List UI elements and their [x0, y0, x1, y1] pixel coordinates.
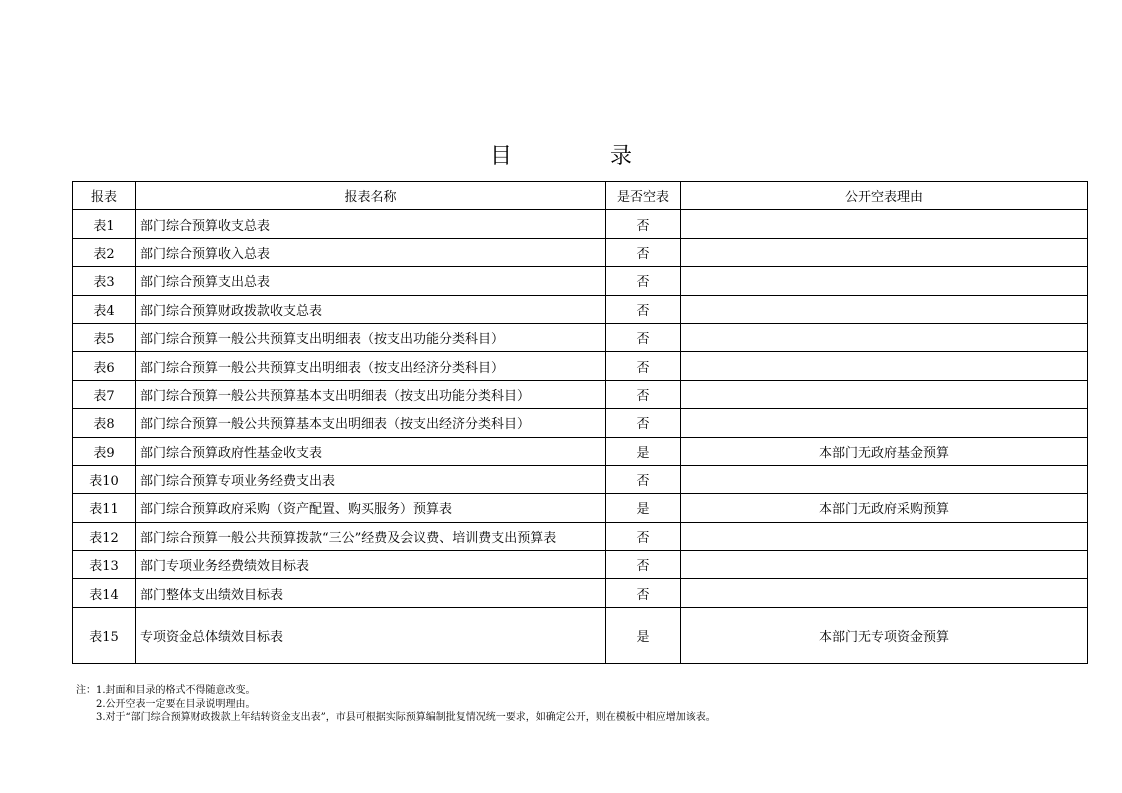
report-id: 表10: [73, 465, 136, 493]
empty-reason: [681, 323, 1088, 351]
report-name: 部门综合预算政府性基金收支表: [136, 437, 606, 465]
page-title: 目 录: [489, 144, 670, 169]
report-name: 部门综合预算专项业务经费支出表: [136, 465, 606, 493]
table-row: [73, 465, 1088, 493]
is-empty: 是: [606, 607, 681, 663]
is-empty: 否: [606, 267, 681, 295]
report-id: 表11: [73, 494, 136, 522]
empty-reason: [681, 380, 1088, 408]
report-id: 表9: [73, 437, 136, 465]
is-empty: 否: [606, 352, 681, 380]
footnote-3: 3.对于“部门综合预算财政拨款上年结转资金支出表”，市县可根据实际预算编制批复情况统一要求，如确定公开，则在模板中相应增加该表。: [96, 712, 716, 723]
empty-reason: [681, 210, 1088, 238]
table-row: [73, 409, 1088, 437]
report-name: 部门综合预算一般公共预算拨款“三公”经费及会议费、培训费支出预算表: [136, 522, 606, 550]
report-id: 表8: [73, 409, 136, 437]
header-report-name: 报表名称: [136, 182, 606, 210]
table-row: [73, 210, 1088, 238]
table-row: [73, 380, 1088, 408]
header-empty-reason: 公开空表理由: [681, 182, 1088, 210]
report-name: 部门综合预算一般公共预算支出明细表（按支出经济分类科目）: [136, 352, 606, 380]
table-row: [73, 494, 1088, 522]
report-name: 部门整体支出绩效目标表: [136, 579, 606, 607]
is-empty: 否: [606, 295, 681, 323]
report-id: 表6: [73, 352, 136, 380]
table-row: [73, 238, 1088, 266]
report-id: 表4: [73, 295, 136, 323]
header-is-empty: 是否空表: [606, 182, 681, 210]
table-row: [73, 295, 1088, 323]
table-row: [73, 267, 1088, 295]
table-row: [73, 607, 1088, 663]
empty-reason: 本部门无专项资金预算: [681, 607, 1088, 663]
report-name: 部门专项业务经费绩效目标表: [136, 551, 606, 579]
is-empty: 否: [606, 380, 681, 408]
is-empty: 是: [606, 494, 681, 522]
report-name: 部门综合预算一般公共预算基本支出明细表（按支出功能分类科目）: [136, 380, 606, 408]
table-row: [73, 522, 1088, 550]
footnotes: [76, 684, 716, 725]
report-id: 表7: [73, 380, 136, 408]
report-name: 部门综合预算收支总表: [136, 210, 606, 238]
is-empty: 否: [606, 409, 681, 437]
empty-reason: 本部门无政府基金预算: [681, 437, 1088, 465]
report-name: 专项资金总体绩效目标表: [136, 607, 606, 663]
table-row: [73, 352, 1088, 380]
empty-reason: 本部门无政府采购预算: [681, 494, 1088, 522]
empty-reason: [681, 238, 1088, 266]
is-empty: 否: [606, 210, 681, 238]
report-index-table: [72, 181, 1088, 664]
is-empty: 是: [606, 437, 681, 465]
empty-reason: [681, 579, 1088, 607]
report-name: 部门综合预算支出总表: [136, 267, 606, 295]
table-header-row: [73, 182, 1088, 210]
footnote-2: 2.公开空表一定要在目录说明理由。: [96, 698, 256, 710]
is-empty: 否: [606, 323, 681, 351]
report-id: 表5: [73, 323, 136, 351]
report-id: 表3: [73, 267, 136, 295]
header-report-id: 报表: [73, 182, 136, 210]
table-row: [73, 323, 1088, 351]
report-name: 部门综合预算一般公共预算支出明细表（按支出功能分类科目）: [136, 323, 606, 351]
report-name: 部门综合预算收入总表: [136, 238, 606, 266]
report-id: 表15: [73, 607, 136, 663]
empty-reason: [681, 551, 1088, 579]
table-row: [73, 437, 1088, 465]
report-name: 部门综合预算政府采购（资产配置、购买服务）预算表: [136, 494, 606, 522]
report-name: 部门综合预算财政拨款收支总表: [136, 295, 606, 323]
is-empty: 否: [606, 551, 681, 579]
report-name: 部门综合预算一般公共预算基本支出明细表（按支出经济分类科目）: [136, 409, 606, 437]
empty-reason: [681, 409, 1088, 437]
table-row: [73, 579, 1088, 607]
is-empty: 否: [606, 579, 681, 607]
table-row: [73, 551, 1088, 579]
empty-reason: [681, 465, 1088, 493]
report-id: 表12: [73, 522, 136, 550]
empty-reason: [681, 295, 1088, 323]
is-empty: 否: [606, 465, 681, 493]
report-id: 表2: [73, 238, 136, 266]
report-id: 表1: [73, 210, 136, 238]
report-id: 表14: [73, 579, 136, 607]
empty-reason: [681, 522, 1088, 550]
is-empty: 否: [606, 522, 681, 550]
footnote-1: 注：1.封面和目录的格式不得随意改变。: [76, 685, 256, 696]
is-empty: 否: [606, 238, 681, 266]
report-id: 表13: [73, 551, 136, 579]
empty-reason: [681, 267, 1088, 295]
empty-reason: [681, 352, 1088, 380]
